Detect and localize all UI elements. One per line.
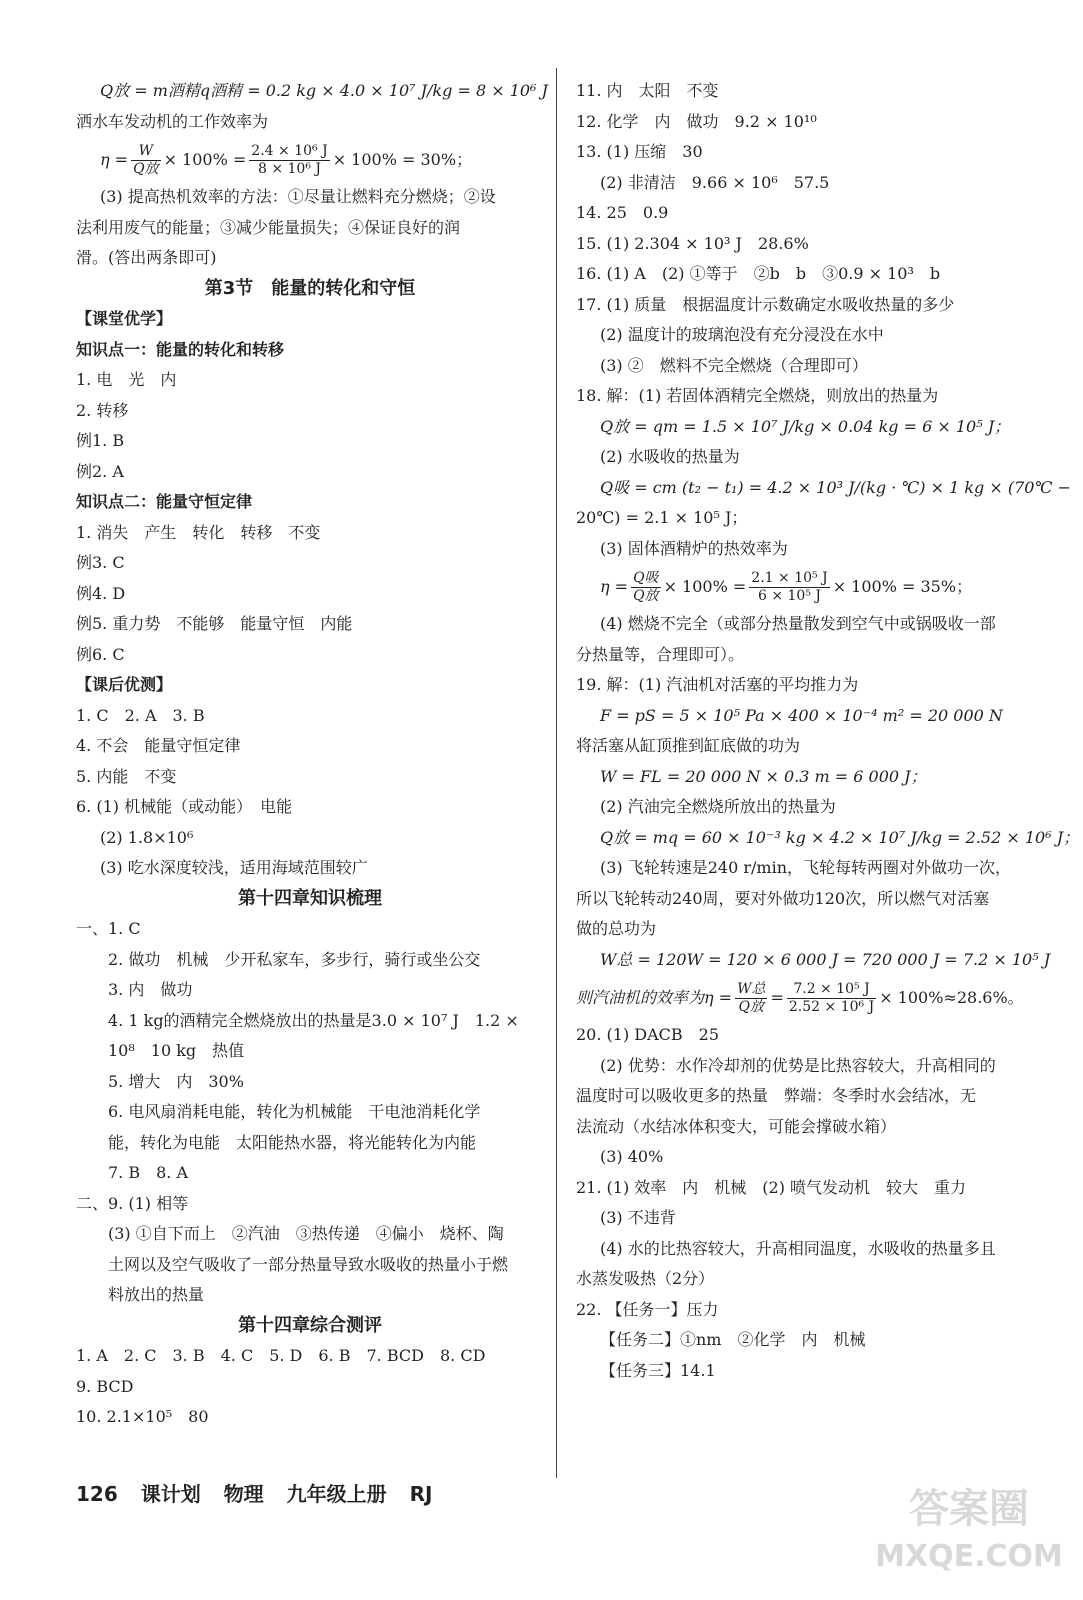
answer-line: 6. 电风扇消耗电能，转化为机械能 干电池消耗化学 xyxy=(108,1102,481,1121)
fraction xyxy=(787,981,876,1016)
answer-line: 1. A 2. C 3. B 4. C 5. D 6. B 7. BCD 8. CD xyxy=(76,1346,486,1365)
answer-line: (3) 固体酒精炉的热效率为 xyxy=(600,538,788,558)
book-series: 课计划 xyxy=(140,1482,201,1506)
formula-prefix: 则汽油机的效率为η = xyxy=(576,988,733,1007)
page-number: 126 xyxy=(76,1482,118,1506)
answer-line: 例2. A xyxy=(76,461,124,481)
formula-line xyxy=(76,137,544,182)
answer-line: 4. 不会 能量守恒定律 xyxy=(76,736,241,755)
fraction-denominator: 8 × 10⁶ J xyxy=(257,161,321,177)
answer-line: 土网以及空气吸收了一部分热量导致水吸收的热量小于燃 xyxy=(108,1254,509,1274)
answer-line: (3) 飞轮转速是240 r/min，飞轮每转两圈对外做功一次， xyxy=(600,858,1012,877)
section-heading: 第十四章综合测评 xyxy=(238,1314,382,1336)
answer-line: 18. 解：(1) 若固体酒精完全燃烧，则放出的热量为 xyxy=(576,386,939,405)
fraction xyxy=(249,143,329,178)
answer-line: 5. 内能 不变 xyxy=(76,766,177,786)
subsection-label: 知识点二：能量守恒定律 xyxy=(76,492,253,511)
answer-line: 20. (1) DACB 25 xyxy=(576,1025,720,1044)
left-column xyxy=(76,76,548,1433)
formula-line xyxy=(576,975,1058,1020)
answer-line: 6. (1) 机械能（或动能） 电能 xyxy=(76,797,293,816)
answer-line: 11. 内 太阳 不变 xyxy=(576,81,719,100)
answer-line: 14. 25 0.9 xyxy=(576,203,669,222)
subsection-label: 【课后优测】 xyxy=(76,675,173,694)
formula-line: Q放 = qm = 1.5 × 10⁷ J/kg × 0.04 kg = 6 × 10⁵ J； xyxy=(600,416,1011,436)
answer-line: (3) 吃水深度较浅，适用海域范围较广 xyxy=(100,858,368,877)
answer-line: 料放出的热量 xyxy=(108,1285,205,1304)
formula-line: Q吸 = cm (t₂ − t₁) = 4.2 × 10³ J/(kg · ℃) × 1 kg × (70℃ − xyxy=(600,477,1071,497)
column-divider xyxy=(556,68,557,1478)
watermark-url: MXQE.COM xyxy=(875,1539,1063,1574)
page-footer xyxy=(76,1478,448,1507)
answer-line: 9. BCD xyxy=(76,1376,134,1396)
fraction-numerator: 2.4 × 10⁶ J xyxy=(251,143,328,159)
answer-line: 1. 电 光 内 xyxy=(76,370,177,389)
book-grade: 九年级上册 xyxy=(286,1482,387,1506)
answer-line: (3) 不违背 xyxy=(600,1208,676,1227)
fraction-numerator: 2.1 × 10⁵ J xyxy=(751,570,828,586)
formula-line xyxy=(576,564,1058,609)
answer-line: 所以飞轮转动240周，要对外做功120次，所以燃气对活塞 xyxy=(576,888,990,908)
section-heading: 第十四章知识梳理 xyxy=(238,887,382,909)
answer-line: 4. 1 kg的酒精完全燃烧放出的热量是3.0 × 10⁷ J 1.2 × xyxy=(108,1010,519,1030)
fraction-denominator: Q放 xyxy=(738,999,765,1015)
answer-line: 温度时可以吸收更多的热量 弊端：冬季时水会结冰，无 xyxy=(576,1086,977,1105)
answer-line: 滑。(答出两条即可) xyxy=(76,248,217,267)
answer-line: 2. 做功 机械 少开私家车，多步行，骑行或坐公交 xyxy=(108,949,481,969)
answer-line: 5. 增大 内 30% xyxy=(108,1071,244,1091)
fraction-denominator: 6 × 10⁵ J xyxy=(757,588,821,604)
fraction xyxy=(631,570,660,605)
right-column xyxy=(576,76,1080,1386)
answer-line: 例5. 重力势 不能够 能量守恒 内能 xyxy=(76,614,353,633)
watermark-logo xyxy=(874,1474,1064,1584)
fraction-denominator: 2.52 × 10⁶ J xyxy=(788,999,875,1015)
answer-line: 法流动（水结冰体积变大，可能会撑破水箱） xyxy=(576,1116,897,1136)
subsection-label: 知识点一：能量的转化和转移 xyxy=(76,339,285,359)
answer-line: 16. (1) A (2) ①等于 ②b b ③0.9 × 10³ b xyxy=(576,264,941,283)
formula-operator: = xyxy=(770,988,784,1007)
answer-line: 将活塞从缸顶推到缸底做的功为 xyxy=(576,736,801,755)
answer-line: 3. 内 做功 xyxy=(108,980,193,999)
book-subject: 物理 xyxy=(223,1482,264,1506)
answer-line: (4) 水的比热容较大，升高相同温度，水吸收的热量多且 xyxy=(600,1238,996,1258)
fraction xyxy=(735,981,767,1016)
answer-line: 【任务二】①nm ②化学 内 机械 xyxy=(600,1330,866,1349)
answer-line: 21. (1) 效率 内 机械 (2) 喷气发动机 较大 重力 xyxy=(576,1177,967,1197)
answer-line: 例1. B xyxy=(76,431,125,450)
fraction xyxy=(131,143,160,178)
book-edition: RJ xyxy=(409,1482,433,1506)
answer-line: 12. 化学 内 做功 9.2 × 10¹⁰ xyxy=(576,111,817,131)
answer-line: (2) 非清洁 9.66 × 10⁶ 57.5 xyxy=(600,172,830,192)
fraction-numerator: 7.2 × 10⁵ J xyxy=(787,981,876,999)
answer-line: 22. 【任务一】压力 xyxy=(576,1299,719,1319)
formula-line: Q放 = mq = 60 × 10⁻³ kg × 4.2 × 10⁷ J/kg = 2.52 × 10⁶ J； xyxy=(600,827,1080,847)
formula-suffix: × 100% = 35%； xyxy=(832,577,973,596)
answer-line: 17. (1) 质量 根据温度计示数确定水吸收热量的多少 xyxy=(576,294,955,314)
answer-line: 19. 解：(1) 汽油机对活塞的平均推力为 xyxy=(576,675,859,694)
answer-line: (3) ② 燃料不完全燃烧（合理即可） xyxy=(600,355,868,375)
answer-line: 一、1. C xyxy=(76,919,141,938)
answer-line: 1. C 2. A 3. B xyxy=(76,705,205,725)
answer-line: 10. 2.1×10⁵ 80 xyxy=(76,1407,209,1426)
answer-line: 【任务三】14.1 xyxy=(600,1360,716,1380)
answer-line: (2) 水吸收的热量为 xyxy=(600,447,740,466)
fraction-denominator: Q放 xyxy=(133,161,159,177)
answer-line: 做的总功为 xyxy=(576,919,657,938)
answer-line: (2) 1.8×10⁶ xyxy=(100,827,194,847)
answer-line: (4) 燃烧不完全（或部分热量散发到空气中或锅吸收一部 xyxy=(600,614,996,633)
subsection-label: 【课堂优学】 xyxy=(76,309,173,328)
fraction-numerator: W总 xyxy=(737,981,766,997)
answer-line: (2) 汽油完全燃烧所放出的热量为 xyxy=(600,797,836,816)
formula-line: F = pS = 5 × 10⁵ Pa × 400 × 10⁻⁴ m² = 20 000 N xyxy=(600,705,1003,725)
fraction-numerator: Q吸 xyxy=(633,570,659,586)
answer-line: 13. (1) 压缩 30 xyxy=(576,142,703,161)
answer-line: (2) 温度计的玻璃泡没有充分浸没在水中 xyxy=(600,325,884,344)
fraction-denominator: Q放 xyxy=(633,588,659,604)
answer-line: 2. 转移 xyxy=(76,400,129,420)
formula-suffix: × 100%≈28.6%。 xyxy=(879,988,1024,1007)
fraction xyxy=(749,570,829,605)
formula-prefix: η = xyxy=(100,150,129,169)
answer-line: 例4. D xyxy=(76,583,126,603)
answer-line: (3) 40% xyxy=(600,1147,664,1166)
answer-line: (2) 优势：水作冷却剂的优势是比热容较大，升高相同的 xyxy=(600,1055,996,1075)
answer-line: (3) 提高热机效率的方法：①尽量让燃料充分燃烧；②设 xyxy=(100,187,496,206)
answer-line: 10⁸ 10 kg 热值 xyxy=(108,1041,245,1060)
formula-line: W总 = 120W = 120 × 6 000 J = 720 000 J = 7.2 × 10⁵ J xyxy=(600,949,1051,969)
answer-line: 7. B 8. A xyxy=(108,1163,189,1182)
answer-line: 15. (1) 2.304 × 10³ J 28.6% xyxy=(576,233,809,253)
answer-line: 二、9. (1) 相等 xyxy=(76,1193,189,1213)
answer-line: 能，转化为电能 太阳能热水器，将光能转化为内能 xyxy=(108,1132,477,1152)
answer-line: 洒水车发动机的工作效率为 xyxy=(76,111,269,131)
formula-operator: × 100% = xyxy=(663,577,747,596)
formula-suffix: × 100% = 30%； xyxy=(332,150,473,169)
answer-line: 例3. C xyxy=(76,553,125,572)
formula-operator: × 100% = xyxy=(163,150,247,169)
answer-line: 水蒸发吸热（2分） xyxy=(576,1269,715,1288)
formula-line: W = FL = 20 000 N × 0.3 m = 6 000 J； xyxy=(600,766,927,786)
answer-line: (3) ①自下而上 ②汽油 ③热传递 ④偏小 烧杯、陶 xyxy=(108,1224,504,1243)
formula-prefix: η = xyxy=(600,577,629,596)
answer-line: 分热量等，合理即可）。 xyxy=(576,644,745,664)
fraction-numerator: W xyxy=(131,143,160,161)
answer-line: 20℃) = 2.1 × 10⁵ J； xyxy=(576,508,748,527)
formula-line: Q放 = m酒精q酒精 = 0.2 kg × 4.0 × 10⁷ J/kg = 8 × 10⁶ J xyxy=(100,81,548,100)
watermark-title: 答案圈 xyxy=(909,1486,1029,1532)
answer-line: 法利用废气的能量；③减少能量损失；④保证良好的润 xyxy=(76,217,461,237)
answer-line: 1. 消失 产生 转化 转移 不变 xyxy=(76,522,321,542)
section-heading: 第3节 能量的转化和守恒 xyxy=(204,277,416,299)
answer-line: 例6. C xyxy=(76,644,125,664)
